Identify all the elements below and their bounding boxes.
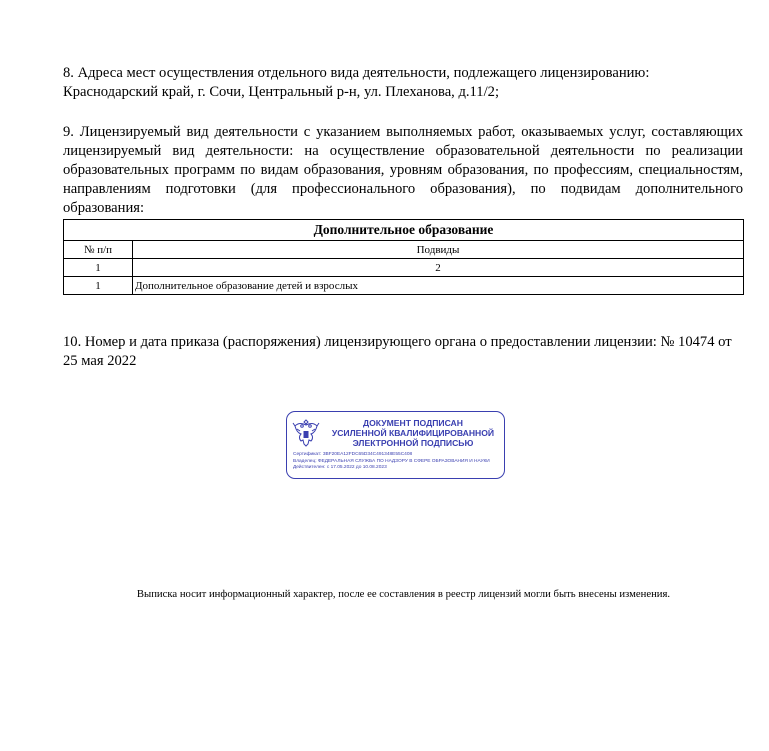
section-8	[63, 64, 743, 102]
table-index-row	[64, 259, 744, 277]
row-subtype-cell: Дополнительное образование детей и взрослых	[133, 277, 744, 295]
table-caption-row	[64, 220, 744, 241]
section-8-address: Краснодарский край, г. Сочи, Центральный р-н, ул. Плеханова, д.11/2;	[63, 84, 500, 100]
section-9-text: 9. Лицензируемый вид деятельности с указанием выполняемых работ, оказываемых услуг, составляющих лицензируемый вид деятельности: на осуществление образовательной деятельности по реализации образовательных программ по видам образования, уровням образования, по профессиям, специальностям, направлениям подготовки (для профессионального образования), по подвидам дополнительного образования:	[63, 124, 743, 216]
footer-note: Выписка носит информационный характер, после ее составления в реестр лицензий могли быть внесены изменения.	[136, 588, 671, 600]
stamp-title-line-1: ДОКУМЕНТ ПОДПИСАН	[363, 418, 463, 428]
stamp-certificate: Сертификат: 3BF20EA12FDC65D34C491348E55C408	[293, 452, 413, 457]
index-cell-1: 1	[64, 259, 133, 277]
stamp-title-line-3: ЭЛЕКТРОННОЙ ПОДПИСЬЮ	[352, 438, 474, 448]
stamp-title-line-2: УСИЛЕННОЙ КВАЛИФИЦИРОВАННОЙ	[331, 428, 495, 438]
section-10-text: 10. Номер и дата приказа (распоряжения) лицензирующего органа о предоставлении лицензии: № 10474 от 25 мая 2022	[63, 334, 732, 369]
column-header-number: № п/п	[64, 241, 133, 259]
section-8-title: 8. Адреса мест осуществления отдельного вида деятельности, подлежащего лицензированию:	[63, 65, 650, 81]
stamp-title	[327, 418, 499, 448]
stamp-details	[293, 452, 490, 472]
digital-signature-stamp	[286, 411, 505, 479]
stamp-validity: Действителен: с 17.05.2022 до 10.08.2023	[293, 465, 387, 471]
coat-of-arms-icon	[292, 417, 320, 449]
activities-table	[63, 219, 744, 295]
table-caption: Дополнительное образование	[64, 220, 744, 241]
stamp-owner: Владелец: ФЕДЕРАЛЬНАЯ СЛУЖБА ПО НАДЗОРУ В СФЕРЕ ОБРАЗОВАНИЯ И НАУКИ	[293, 458, 490, 464]
row-number-cell: 1	[64, 277, 133, 295]
table-header-row	[64, 241, 744, 259]
table-row	[64, 277, 744, 295]
index-cell-2: 2	[133, 259, 744, 277]
column-header-subtypes: Подвиды	[133, 241, 744, 259]
